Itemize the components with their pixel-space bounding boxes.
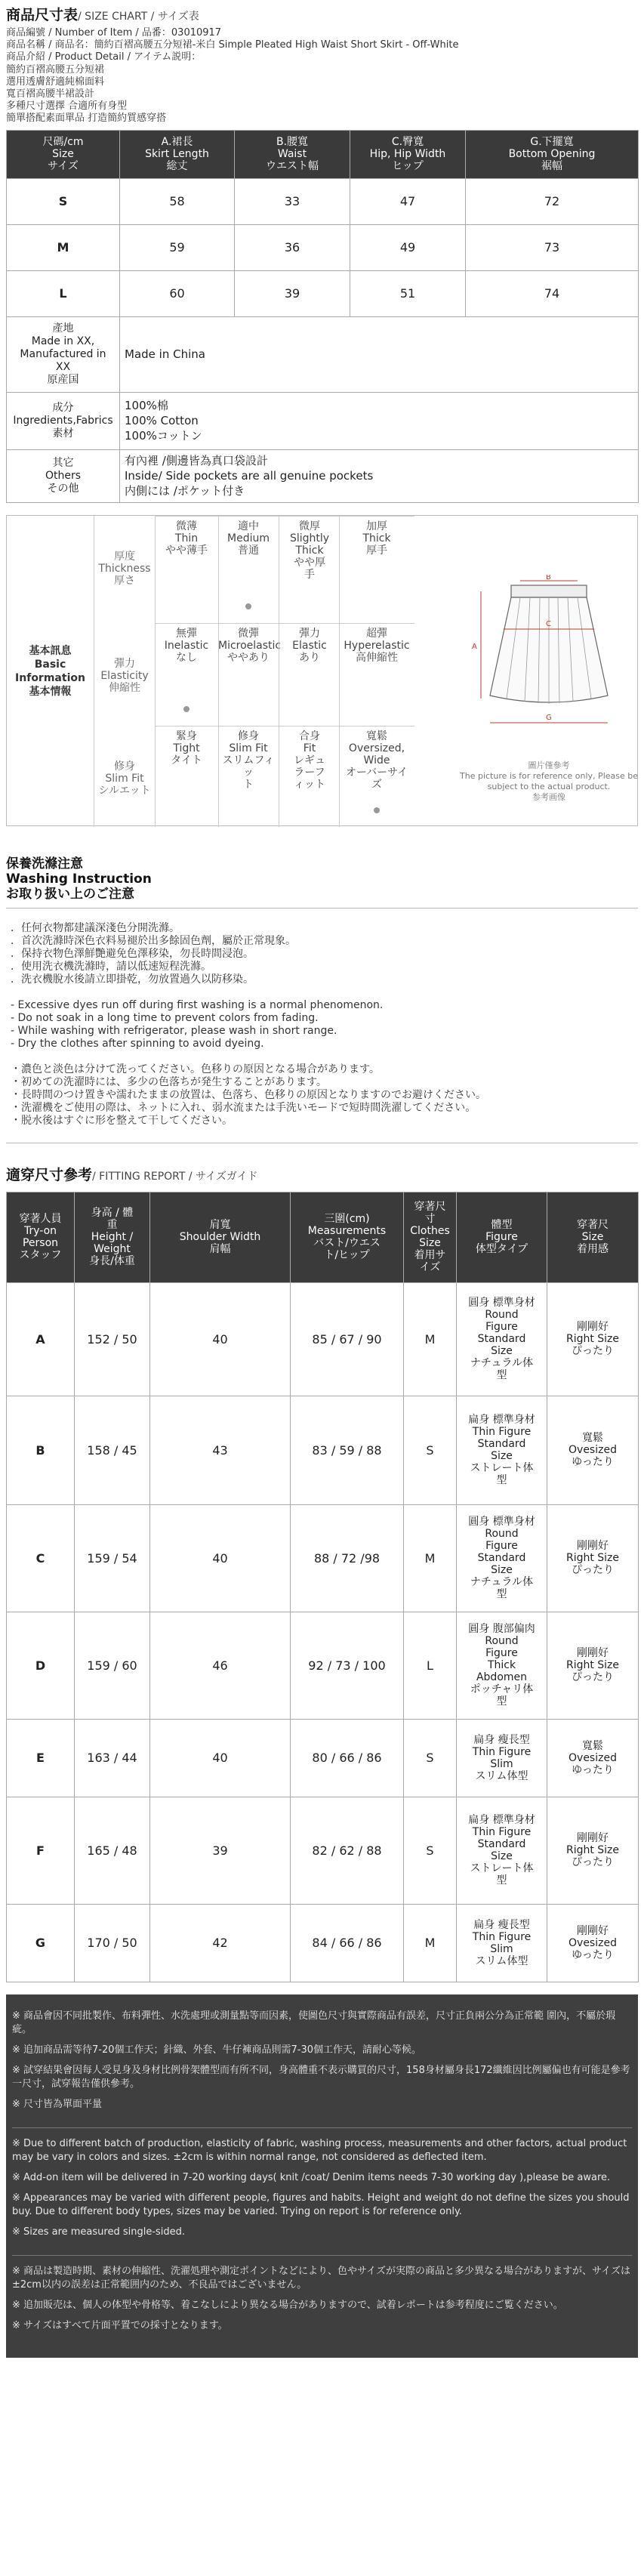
washing-line-jp: ・濃色と淡色は分けて洗ってください。色移りの原因となる場合があります。 (11, 1063, 380, 1075)
note-line: ※ 追加商品需等待7-20個工作天；針織、外套、牛仔褲商品則需7-30個工作天，請耐心等候。 (12, 2044, 422, 2056)
washing-line-en: - Dry the clothes after spinning to avoid dyeing. (11, 1037, 264, 1050)
product-info (6, 27, 638, 125)
note-line: ※ 試穿結果會因每人受見身及身材比例骨架體型而有所不同，身高體重不表示購買的尺寸，158身材屬身長172纖維因比例屬偏也有可能是參考一尺寸，試穿報告僅供參考。 (12, 2064, 630, 2090)
note-line: ※ 追加販売は、個人の体型や骨格等、着こなしにより異なる場合がありますので、試着レポートは参考程度にご覧ください。 (12, 2299, 563, 2311)
washing-line-en: - While washing with refrigerator, please wash in short range. (11, 1024, 337, 1037)
notes-zh (12, 2005, 632, 2123)
fitting-cell: B (7, 1396, 75, 1504)
fitting-cell: C (7, 1504, 75, 1612)
size-header-cell: G.下擺寬 Bottom Opening 裾幅 (466, 130, 639, 178)
washing-line-zh: ．任何衣物都建議深淺色分開洗滌。 (11, 921, 180, 934)
fitting-cell: 158 / 45 (75, 1396, 150, 1504)
fitting-cell: 46 (150, 1612, 291, 1719)
size-row (7, 178, 639, 224)
fitting-cell: 159 / 60 (75, 1612, 150, 1719)
fitting-cell: F (7, 1797, 75, 1904)
washing-line-zh: ．洗衣機脫水後請立即掛乾，勿放置過久以防移染。 (11, 973, 254, 986)
fitting-cell: 寬鬆 Ovesized ゆったり (547, 1719, 639, 1797)
feature-option: 加厚 Thick 厚手 (362, 520, 391, 557)
washing-line-en: - Excessive dyes run off during first washing is a normal phenomenon. (11, 998, 384, 1011)
selected-dot-icon (374, 807, 380, 813)
fitting-cell: S (404, 1396, 457, 1504)
feature-row-label: 修身 Slim Fit シルエット (98, 760, 151, 797)
washing-line-jp: ・洗濯機をご使用の際は、ネットに入れ、弱水流または手洗いモードで短時間洗濯してください。 (11, 1101, 476, 1114)
fitting-cell: M (404, 1282, 457, 1396)
fitting-heading (6, 1166, 638, 1186)
fitting-header-cell: 身高 / 體 重 Height / Weight 身長/体重 (75, 1192, 150, 1282)
washing-line-en: - Do not soak in a long time to prevent colors from fading. (11, 1011, 319, 1024)
note-line: ※ Appearances may be varied with different people, figures and habits. Height and weight do not define the sizes you should buy. Due to different body types, sizes may be varied. Trying on report is for reference only. (12, 2192, 630, 2217)
size-label-cell: S (7, 178, 120, 224)
fitting-table-body (7, 1282, 639, 1982)
washing-line-jp: ・初めての洗濯時には、多少の色落ちが発生することがあります。 (11, 1075, 327, 1088)
notes-jp (12, 2255, 632, 2344)
fitting-row (7, 1612, 639, 1719)
fitting-cell: A (7, 1282, 75, 1396)
feature-row-label: 彈力 Elasticity 伸縮性 (100, 657, 149, 694)
other-value: 有內裡 /側邊皆為真口袋設計 Inside/ Side pockets are all genuine pockets 内側には /ポケット付き (120, 449, 639, 502)
fitting-cell: 剛剛好 Ovesized ゆったり (547, 1904, 639, 1982)
fitting-table-header (7, 1192, 639, 1282)
fitting-cell: M (404, 1904, 457, 1982)
washing-instructions (6, 908, 638, 1143)
size-row (7, 224, 639, 270)
fitting-cell: 圓身 標準身材 Round Figure Standard Size ナチュラル体 型 (457, 1282, 547, 1396)
fitting-cell: 40 (150, 1504, 291, 1612)
size-header-cell: B.腰寬 Waist ウエスト幅 (235, 130, 350, 178)
product-info-line: 商品介紹 / Product Detail / アイテム説明： (6, 51, 202, 63)
fabric-value: 100%棉 100% Cotton 100%コットン (120, 392, 639, 449)
feature-option: 超彈 Hyperelastic 高伸縮性 (344, 627, 410, 664)
size-table-header (7, 130, 639, 178)
fitting-cell: 剛剛好 Right Size ぴったり (547, 1504, 639, 1612)
feature-option: 合身 Fit レギュ ラーフ ィット (294, 730, 325, 791)
fitting-cell: 42 (150, 1904, 291, 1982)
size-chart-subtitle: / SIZE CHART / サイズ表 (78, 11, 199, 23)
fabric-label: 成分 Ingredients,Fabrics 素材 (7, 392, 120, 449)
size-table-body (7, 178, 639, 316)
feature-option: 寬鬆 Oversized, Wide オーバーサイ ズ (345, 730, 408, 791)
fitting-cell: E (7, 1719, 75, 1797)
fitting-cell: 152 / 50 (75, 1282, 150, 1396)
fitting-row (7, 1396, 639, 1504)
size-value-cell: 36 (235, 224, 350, 270)
fitting-table (6, 1192, 639, 1982)
other-label: 其它 Others その他 (7, 449, 120, 502)
fitting-cell: 剛剛好 Right Size ぴったり (547, 1282, 639, 1396)
origin-row (7, 316, 639, 392)
fitting-row (7, 1904, 639, 1982)
origin-label: 產地 Made in XX, Manufactured in XX 原産国 (7, 316, 120, 392)
fitting-cell: 扁身 標準身材 Thin Figure Standard Size ストレート体 型 (457, 1396, 547, 1504)
fitting-cell: 40 (150, 1719, 291, 1797)
product-info-line: 多種尺寸選擇 合適所有身型 (6, 100, 128, 113)
fitting-cell: D (7, 1612, 75, 1719)
fitting-header-cell: 穿著人員 Try-on Person スタッフ (7, 1192, 75, 1282)
basic-info-label: 基本訊息 Basic Information 基本情報 (7, 516, 94, 827)
feature-option: 彈力 Elastic あり (292, 627, 327, 664)
fitting-cell: S (404, 1797, 457, 1904)
washing-title-jp: お取り扱い上のご注意 (6, 886, 134, 902)
note-line: ※ Add-on item will be delivered in 7-20 working days( knit /coat/ Denim items needs 7-30 working day ),please be aware. (12, 2171, 611, 2183)
size-label-cell: L (7, 270, 120, 316)
feature-option: 緊身 Tight タイト (171, 730, 202, 767)
fitting-row (7, 1797, 639, 1904)
size-value-cell: 72 (466, 178, 639, 224)
svg-text:C: C (546, 619, 551, 628)
page (6, 6, 638, 2358)
note-line: ※ サイズはすべて片面平置での採寸となります。 (12, 2319, 228, 2331)
feature-option: 適中 Medium 普通 (227, 520, 270, 557)
fitting-cell: 剛剛好 Right Size ぴったり (547, 1612, 639, 1719)
size-row (7, 270, 639, 316)
fitting-row (7, 1719, 639, 1797)
fabric-row (7, 392, 639, 449)
size-chart-title: 商品尺寸表 (6, 7, 79, 23)
fitting-cell: G (7, 1904, 75, 1982)
fitting-cell: 82 / 62 / 88 (291, 1797, 404, 1904)
fitting-header-cell: 穿著尺 寸 Clothes Size 着用サ イズ (404, 1192, 457, 1282)
size-value-cell: 39 (235, 270, 350, 316)
product-info-line: 寬百褶高腰半裙設計 (6, 88, 95, 100)
fitting-cell: 40 (150, 1282, 291, 1396)
feature-option: 微彈 Microelastic ややあり (218, 627, 282, 664)
fitting-header-cell: 體型 Figure 体型タイプ (457, 1192, 547, 1282)
fitting-title: 適穿尺寸參考 (6, 1166, 93, 1183)
image-caption: 圖片僅參考 The picture is for reference only, Please be subject to the actual product. 参考画像 (460, 760, 639, 802)
fitting-cell: 扁身 瘦長型 Thin Figure Slim スリム体型 (457, 1904, 547, 1982)
notes-panel (6, 1994, 638, 2358)
fitting-cell: 剛剛好 Right Size ぴったり (547, 1797, 639, 1904)
size-value-cell: 33 (235, 178, 350, 224)
other-row (7, 449, 639, 502)
fitting-cell: 159 / 54 (75, 1504, 150, 1612)
fitting-cell: 寬鬆 Ovesized ゆったり (547, 1396, 639, 1504)
svg-text:A: A (472, 642, 477, 651)
note-line: ※ 尺寸皆為單面平量 (12, 2098, 103, 2110)
fitting-cell: 圓身 標準身材 Round Figure Standard Size ナチュラル体 型 (457, 1504, 547, 1612)
fitting-header-cell: 穿著尺 Size 着用感 (547, 1192, 639, 1282)
size-value-cell: 49 (350, 224, 466, 270)
washing-line-zh: ．使用洗衣機洗滌時，請以低速短程洗滌。 (11, 960, 211, 973)
selected-dot-icon (183, 706, 190, 712)
fitting-cell: 88 / 72 /98 (291, 1504, 404, 1612)
size-chart-heading (6, 6, 638, 26)
size-value-cell: 59 (120, 224, 235, 270)
washing-line-jp: ・脱水後はすぐに形を整えて干してください。 (11, 1114, 233, 1127)
size-value-cell: 51 (350, 270, 466, 316)
product-info-line: 商品編號 / Number of Item / 品番：03010917 (6, 27, 222, 39)
fitting-cell: 扁身 標準身材 Thin Figure Standard Size ストレート体 型 (457, 1797, 547, 1904)
size-header-cell: 尺碼/cm Size サイズ (7, 130, 120, 178)
fitting-row (7, 1504, 639, 1612)
basic-info-panel (6, 515, 638, 826)
fitting-cell: 163 / 44 (75, 1719, 150, 1797)
note-line: ※ Sizes are measured single-sided. (12, 2226, 186, 2238)
size-value-cell: 74 (466, 270, 639, 316)
feature-option: 微厚 Slightly Thick やや厚 手 (289, 520, 330, 581)
product-info-line: 簡單搭配素面單品 打造簡約質感穿搭 (6, 113, 167, 125)
washing-section (6, 856, 638, 1143)
feature-row-label: 厚度 Thickness 厚さ (98, 550, 151, 587)
fitting-cell: 83 / 59 / 88 (291, 1396, 404, 1504)
size-label-cell: M (7, 224, 120, 270)
svg-text:G: G (546, 713, 552, 722)
fitting-cell: 圓身 腹部偏肉 Round Figure Thick Abdomen ポッチャリ体 型 (457, 1612, 547, 1719)
fitting-row (7, 1282, 639, 1396)
fitting-cell: 92 / 73 / 100 (291, 1612, 404, 1719)
svg-text:B: B (546, 574, 551, 582)
fitting-cell: 扁身 瘦長型 Thin Figure Slim スリム体型 (457, 1719, 547, 1797)
product-info-line: 商品名稱 / 商品名：簡約百褶高腰五分短裙-米白 Simple Pleated High Waist Short Skirt - Off-White (6, 39, 459, 51)
size-header-cell: A.裙長 Skirt Length 総丈 (120, 130, 235, 178)
notes-en (12, 2127, 632, 2251)
fitting-cell: 85 / 67 / 90 (291, 1282, 404, 1396)
feature-option: 無彈 Inelastic なし (164, 627, 209, 664)
washing-line-zh: ．保持衣物色澤鮮艷避免色澤移染，勿長時間浸泡。 (11, 947, 254, 960)
selected-dot-icon (245, 603, 251, 609)
fitting-cell: 39 (150, 1797, 291, 1904)
washing-title-zh: 保養洗滌注意 (6, 856, 83, 872)
fitting-cell: M (404, 1504, 457, 1612)
fitting-cell: L (404, 1612, 457, 1719)
washing-line-jp: ・長時間のつけ置きや濡れたままの放置は、色落ち、色移りの原因となりますのでお避けください。 (11, 1088, 486, 1101)
fitting-subtitle: / FITTING REPORT / サイズガイド (92, 1170, 258, 1183)
fitting-cell: 165 / 48 (75, 1797, 150, 1904)
size-value-cell: 60 (120, 270, 235, 316)
product-info-line: 簡約百褶高腰五分短裙 (6, 63, 105, 76)
washing-title-en: Washing Instruction (6, 871, 152, 887)
fitting-header-cell: 肩寬 Shoulder Width 肩幅 (150, 1192, 291, 1282)
note-line: ※ 商品は製造時期、素材の伸縮性、洗濯処理や測定ポイントなどにより、色やサイズが実際の商品と多少異なる場合がありますが、サイズは±2cm以内の誤差は正常範囲内のため、不良品ではございません。 (12, 2265, 630, 2291)
note-line: ※ 商品會因不同批製作、布料彈性、水洗處理或測量點等而因素，使圖色尺寸與實際商品有誤差，尺寸正負兩公分為正常範 圍內，不屬於瑕疵。 (12, 2010, 616, 2035)
fitting-cell: 43 (150, 1396, 291, 1504)
note-line: ※ Due to different batch of production, elasticity of fabric, washing process, measurements and other factors, actual product may be vary in colors and sizes. ±2cm is within normal range, not considered as deflected item. (12, 2137, 627, 2163)
fitting-header-cell: 三圍(cm) Measurements バスト/ウエス ト/ヒップ (291, 1192, 404, 1282)
size-table (6, 130, 639, 503)
skirt-diagram (460, 575, 638, 824)
fitting-cell: 170 / 50 (75, 1904, 150, 1982)
size-value-cell: 73 (466, 224, 639, 270)
fitting-cell: 80 / 66 / 86 (291, 1719, 404, 1797)
feature-option: 修身 Slim Fit スリムフィッ ト (222, 730, 275, 791)
feature-option: 微薄 Thin やや薄手 (165, 520, 208, 557)
size-value-cell: 58 (120, 178, 235, 224)
size-value-cell: 47 (350, 178, 466, 224)
washing-line-zh: ．首次洗滌時深色衣料易褪於出多餘固色劑，屬於正常現象。 (11, 934, 296, 947)
size-header-cell: C.臀寬 Hip, Hip Width ヒップ (350, 130, 466, 178)
fitting-cell: S (404, 1719, 457, 1797)
origin-value: Made in China (120, 316, 639, 392)
product-info-line: 選用透膚舒適純棉面料 (6, 76, 105, 88)
skirt-illustration-icon (460, 575, 638, 756)
fitting-cell: 84 / 66 / 86 (291, 1904, 404, 1982)
